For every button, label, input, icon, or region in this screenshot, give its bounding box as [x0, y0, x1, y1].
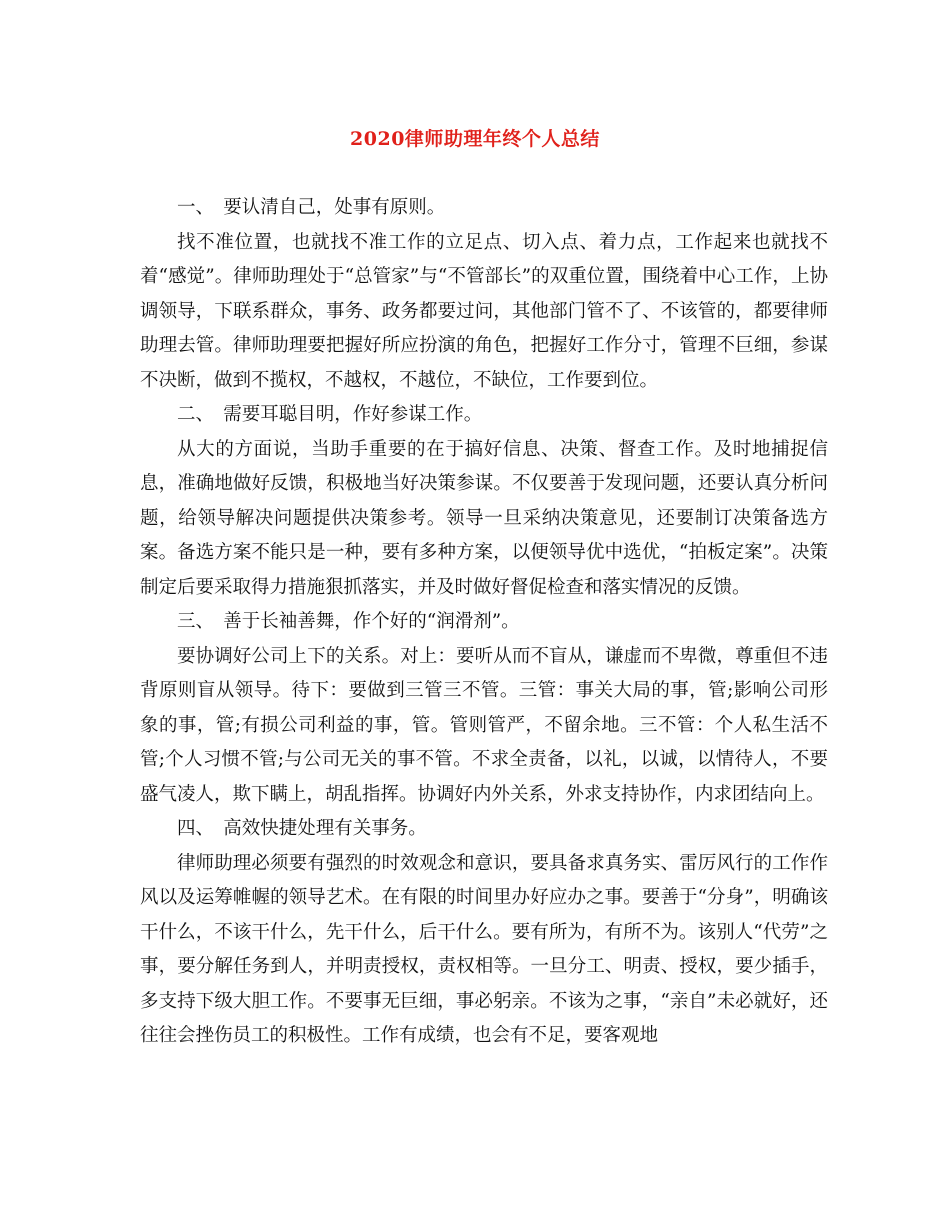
paragraph: 要协调好公司上下的关系。对上：要听从而不盲从，谦虚而不卑微，尊重但不违背原则盲从领导。待下：要做到三管三不管。三管：事关大局的事，管;影响公司形象的事，管;有损公司利益的事，管。管则管严，不留余地。三不管：个人私生活不管;个人习惯不管;与公司无关的事不管。不求全责备，以礼，以诚，以情待人，不要盛气凌人，欺下瞒上，胡乱指挥。协调好内外关系，外求支持协作，内求团结向上。: [140, 645, 828, 805]
paragraph: 律师助理必须要有强烈的时效观念和意识，要具备求真务实、雷厉风行的工作作风以及运筹帷幄的领导艺术。在有限的时间里办好应办之事。要善于“分身”，明确该干什么，不该干什么，先干什么，后干什么。要有所为，有所不为。该别人“代劳”之事，要分解任务到人，并明责授权，责权相等。一旦分工、明责、授权，要少插手，多支持下级大胆工作。不要事无巨细，事必躬亲。不该为之事，“亲自”未必就好，还往往会挫伤员工的积极性。工作有成绩，也会有不足，要客观地: [140, 852, 828, 1046]
section-heading-4: 四、 高效快捷处理有关事务。: [177, 818, 427, 839]
section-heading-1: 一、 要认清自己，处事有原则。: [177, 197, 446, 218]
paragraph: 找不准位置，也就找不准工作的立足点、切入点、着力点，工作起来也就找不着“感觉”。律师助理处于“总管家”与“不管部长”的双重位置，围绕着中心工作，上协调领导，下联系群众，事务、政务都要过问，其他部门管不了、不该管的，都要律师助理去管。律师助理要把握好所应扮演的角色，把握好工作分寸，管理不巨细，参谋不决断，做到不揽权，不越权，不越位，不缺位，工作要到位。: [140, 231, 828, 391]
section-heading-2: 二、 需要耳聪目明，作好参谋工作。: [177, 404, 483, 425]
paragraph: 从大的方面说，当助手重要的在于搞好信息、决策、督查工作。及时地捕捉信息，准确地做好反馈，积极地当好决策参谋。不仅要善于发现问题，还要认真分析问题，给领导解决问题提供决策参考。领导一旦采纳决策意见，还要制订决策备选方案。备选方案不能只是一种，要有多种方案，以便领导优中选优，“拍板定案”。决策制定后要采取得力措施狠抓落实，并及时做好督促检查和落实情况的反馈。: [140, 438, 828, 598]
section-heading-3: 三、 善于长袖善舞，作个好的“润滑剂”。: [177, 611, 520, 632]
document-body: [140, 191, 828, 1054]
document-title: 2020律师助理年终个人总结: [350, 128, 600, 150]
